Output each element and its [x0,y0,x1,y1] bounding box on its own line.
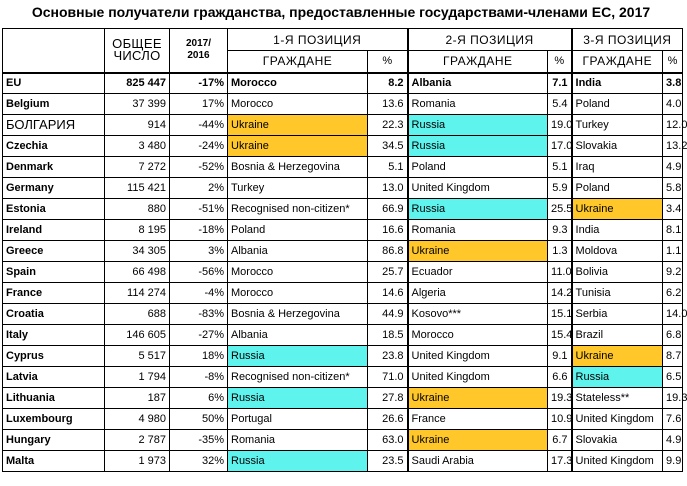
total-header: ОБЩЕЕ ЧИСЛО [105,29,170,73]
position-2-country-cell: Albania [408,73,548,94]
table-row [3,304,683,325]
total-cell: 115 421 [105,178,170,199]
total-cell: 37 399 [105,94,170,115]
position-1-pct-cell: 16.6 [368,220,408,241]
table-body [3,73,687,472]
position-2-pct-cell: 25.5 [548,199,572,220]
position-2-pct-cell: 1.3 [548,241,572,262]
position-2-pct-cell: 5.1 [548,157,572,178]
position-1-country-cell: Russia [228,346,368,367]
position-1-pct-cell: 25.7 [368,262,408,283]
position-3-pct-cell: 13.2 [663,136,683,157]
position-3-country-cell: United Kingdom [572,409,663,430]
position-3-pct-cell: 1.1 [663,241,683,262]
position-1-pct-cell: 5.1 [368,157,408,178]
country-cell: Estonia [3,199,105,220]
total-cell: 8 195 [105,220,170,241]
change-cell: 17% [170,94,228,115]
total-cell: 4 980 [105,409,170,430]
position-1-country-cell: Russia [228,451,368,472]
total-cell: 187 [105,388,170,409]
table-row [3,199,683,220]
position-2-country-cell: Ukraine [408,241,548,262]
change-cell: -51% [170,199,228,220]
position-2-pct-cell: 15.4 [548,325,572,346]
pct-header: % [368,51,408,73]
country-cell: EU [3,73,105,94]
change-header: 2017/ 2016 [170,29,228,73]
position-3-country-cell: Moldova [572,241,663,262]
total-cell: 66 498 [105,262,170,283]
country-cell: БОЛГАРИЯ [3,115,105,136]
table-row [3,430,683,451]
change-cell: -83% [170,304,228,325]
change-cell: 32% [170,451,228,472]
position-3-country-cell: Stateless** [572,388,663,409]
position-1-country-cell: Morocco [228,73,368,94]
position-3-header: 3-Я ПОЗИЦИЯ [572,29,683,51]
table-row [3,115,683,136]
position-2-country-cell: Romania [408,94,548,115]
position-2-pct-cell: 5.9 [548,178,572,199]
position-2-country-cell: Russia [408,136,548,157]
change-cell: 50% [170,409,228,430]
position-1-country-cell: Bosnia & Herzegovina [228,304,368,325]
position-1-pct-cell: 8.2 [368,73,408,94]
change-cell: -18% [170,220,228,241]
total-cell: 914 [105,115,170,136]
position-1-country-cell: Recognised non-citizen* [228,199,368,220]
position-3-pct-cell: 6.2 [663,283,683,304]
position-3-country-cell: Slovakia [572,136,663,157]
position-2-country-cell: Poland [408,157,548,178]
country-cell: Malta [3,451,105,472]
position-3-country-cell: Ukraine [572,199,663,220]
change-cell: -4% [170,283,228,304]
position-2-pct-cell: 11.0 [548,262,572,283]
position-1-country-cell: Turkey [228,178,368,199]
position-2-pct-cell: 5.4 [548,94,572,115]
position-2-pct-cell: 9.3 [548,220,572,241]
position-3-pct-cell: 4.0 [663,94,683,115]
table-row [3,241,683,262]
position-1-country-cell: Ukraine [228,136,368,157]
position-3-pct-cell: 6.8 [663,325,683,346]
position-2-country-cell: France [408,409,548,430]
table-row [3,73,683,94]
position-2-pct-cell: 6.7 [548,430,572,451]
country-cell: Latvia [3,367,105,388]
position-3-country-cell: United Kingdom [572,451,663,472]
position-1-pct-cell: 23.8 [368,346,408,367]
position-1-country-cell: Romania [228,430,368,451]
position-2-country-cell: Russia [408,199,548,220]
position-1-pct-cell: 14.6 [368,283,408,304]
position-3-country-cell: Turkey [572,115,663,136]
position-1-pct-cell: 86.8 [368,241,408,262]
position-3-pct-cell: 5.8 [663,178,683,199]
position-2-pct-cell: 10.9 [548,409,572,430]
position-2-country-cell: Russia [408,115,548,136]
change-cell: -44% [170,115,228,136]
total-cell: 825 447 [105,73,170,94]
position-2-pct-cell: 17.0 [548,136,572,157]
position-2-header: 2-Я ПОЗИЦИЯ [408,29,572,51]
table-row [3,283,683,304]
position-1-pct-cell: 44.9 [368,304,408,325]
position-1-country-cell: Portugal [228,409,368,430]
position-2-pct-cell: 19.0 [548,115,572,136]
total-cell: 114 274 [105,283,170,304]
position-2-country-cell: Kosovo*** [408,304,548,325]
country-cell: Denmark [3,157,105,178]
change-cell: -24% [170,136,228,157]
total-cell: 3 480 [105,136,170,157]
position-3-pct-cell: 3.4 [663,199,683,220]
country-cell: Spain [3,262,105,283]
position-1-country-cell: Albania [228,325,368,346]
position-1-pct-cell: 34.5 [368,136,408,157]
position-2-country-cell: United Kingdom [408,178,548,199]
change-cell: -8% [170,367,228,388]
country-cell: Belgium [3,94,105,115]
position-1-country-cell: Morocco [228,283,368,304]
position-1-pct-cell: 26.6 [368,409,408,430]
total-cell: 146 605 [105,325,170,346]
country-cell: Germany [3,178,105,199]
change-cell: -27% [170,325,228,346]
total-cell: 688 [105,304,170,325]
citizens-header: ГРАЖДАНЕ [572,51,663,73]
position-2-pct-cell: 14.2 [548,283,572,304]
country-cell: Italy [3,325,105,346]
header-row-top [3,29,683,51]
position-2-country-cell: United Kingdom [408,367,548,388]
position-1-pct-cell: 63.0 [368,430,408,451]
change-cell: -56% [170,262,228,283]
total-cell: 5 517 [105,346,170,367]
country-cell: France [3,283,105,304]
table-row [3,409,683,430]
position-1-country-cell: Ukraine [228,115,368,136]
country-cell: Ireland [3,220,105,241]
position-1-pct-cell: 13.6 [368,94,408,115]
position-3-pct-cell: 4.9 [663,157,683,178]
position-3-pct-cell: 8.1 [663,220,683,241]
position-2-country-cell: Morocco [408,325,548,346]
position-3-country-cell: Tunisia [572,283,663,304]
total-cell: 1 973 [105,451,170,472]
position-2-country-cell: Ecuador [408,262,548,283]
country-cell: Croatia [3,304,105,325]
position-3-pct-cell: 4.9 [663,430,683,451]
position-3-pct-cell: 7.6 [663,409,683,430]
position-3-country-cell: Bolivia [572,262,663,283]
position-2-pct-cell: 7.1 [548,73,572,94]
table-row [3,262,683,283]
change-cell: -52% [170,157,228,178]
citizenship-table [2,28,687,472]
change-cell: 3% [170,241,228,262]
position-1-pct-cell: 13.0 [368,178,408,199]
table-row [3,367,683,388]
position-2-country-cell: Ukraine [408,388,548,409]
table-row [3,388,683,409]
table-row [3,346,683,367]
position-3-pct-cell: 3.8 [663,73,683,94]
position-2-pct-cell: 19.3 [548,388,572,409]
position-2-pct-cell: 15.1 [548,304,572,325]
total-cell: 2 787 [105,430,170,451]
country-cell: Greece [3,241,105,262]
position-3-pct-cell: 12.0 [663,115,683,136]
position-3-pct-cell: 14.0 [663,304,683,325]
position-3-country-cell: Slovakia [572,430,663,451]
position-1-pct-cell: 23.5 [368,451,408,472]
table-row [3,157,683,178]
position-2-country-cell: United Kingdom [408,346,548,367]
country-cell: Cyprus [3,346,105,367]
position-3-pct-cell: 8.7 [663,346,683,367]
position-3-country-cell: Russia [572,367,663,388]
position-2-pct-cell: 6.6 [548,367,572,388]
position-1-pct-cell: 22.3 [368,115,408,136]
citizens-header: ГРАЖДАНЕ [408,51,548,73]
position-2-pct-cell: 9.1 [548,346,572,367]
position-1-pct-cell: 66.9 [368,199,408,220]
country-cell: Hungary [3,430,105,451]
position-1-country-cell: Morocco [228,94,368,115]
table-row [3,451,683,472]
position-2-country-cell: Algeria [408,283,548,304]
country-header [3,29,105,73]
position-3-country-cell: India [572,73,663,94]
position-2-country-cell: Ukraine [408,430,548,451]
position-3-country-cell: Brazil [572,325,663,346]
position-1-pct-cell: 27.8 [368,388,408,409]
position-3-pct-cell: 6.5 [663,367,683,388]
table-row [3,136,683,157]
position-3-pct-cell: 19.3 [663,388,683,409]
change-cell: -35% [170,430,228,451]
position-3-pct-cell: 9.2 [663,262,683,283]
change-cell: 6% [170,388,228,409]
position-3-country-cell: Iraq [572,157,663,178]
position-3-country-cell: Ukraine [572,346,663,367]
total-cell: 1 794 [105,367,170,388]
position-1-country-cell: Russia [228,388,368,409]
position-2-pct-cell: 17.3 [548,451,572,472]
table-row [3,94,683,115]
position-1-country-cell: Albania [228,241,368,262]
position-1-pct-cell: 18.5 [368,325,408,346]
position-1-pct-cell: 71.0 [368,367,408,388]
position-3-country-cell: Poland [572,178,663,199]
position-3-country-cell: India [572,220,663,241]
total-cell: 7 272 [105,157,170,178]
position-2-country-cell: Romania [408,220,548,241]
position-1-country-cell: Recognised non-citizen* [228,367,368,388]
country-cell: Luxembourg [3,409,105,430]
pct-header: % [663,51,683,73]
table-row [3,325,683,346]
citizens-header: ГРАЖДАНЕ [228,51,368,73]
change-cell: 18% [170,346,228,367]
total-cell: 34 305 [105,241,170,262]
total-cell: 880 [105,199,170,220]
table-row [3,220,683,241]
country-cell: Lithuania [3,388,105,409]
page-title: Основные получатели гражданства, предоставленные государствами-членами ЕС, 2017 [31,4,651,20]
position-1-header: 1-Я ПОЗИЦИЯ [228,29,408,51]
change-cell: 2% [170,178,228,199]
position-1-country-cell: Morocco [228,262,368,283]
pct-header: % [548,51,572,73]
position-3-country-cell: Poland [572,94,663,115]
country-cell: Czechia [3,136,105,157]
position-1-country-cell: Bosnia & Herzegovina [228,157,368,178]
change-cell: -17% [170,73,228,94]
position-3-pct-cell: 9.9 [663,451,683,472]
position-3-country-cell: Serbia [572,304,663,325]
table-row [3,178,683,199]
position-1-country-cell: Poland [228,220,368,241]
position-2-country-cell: Saudi Arabia [408,451,548,472]
